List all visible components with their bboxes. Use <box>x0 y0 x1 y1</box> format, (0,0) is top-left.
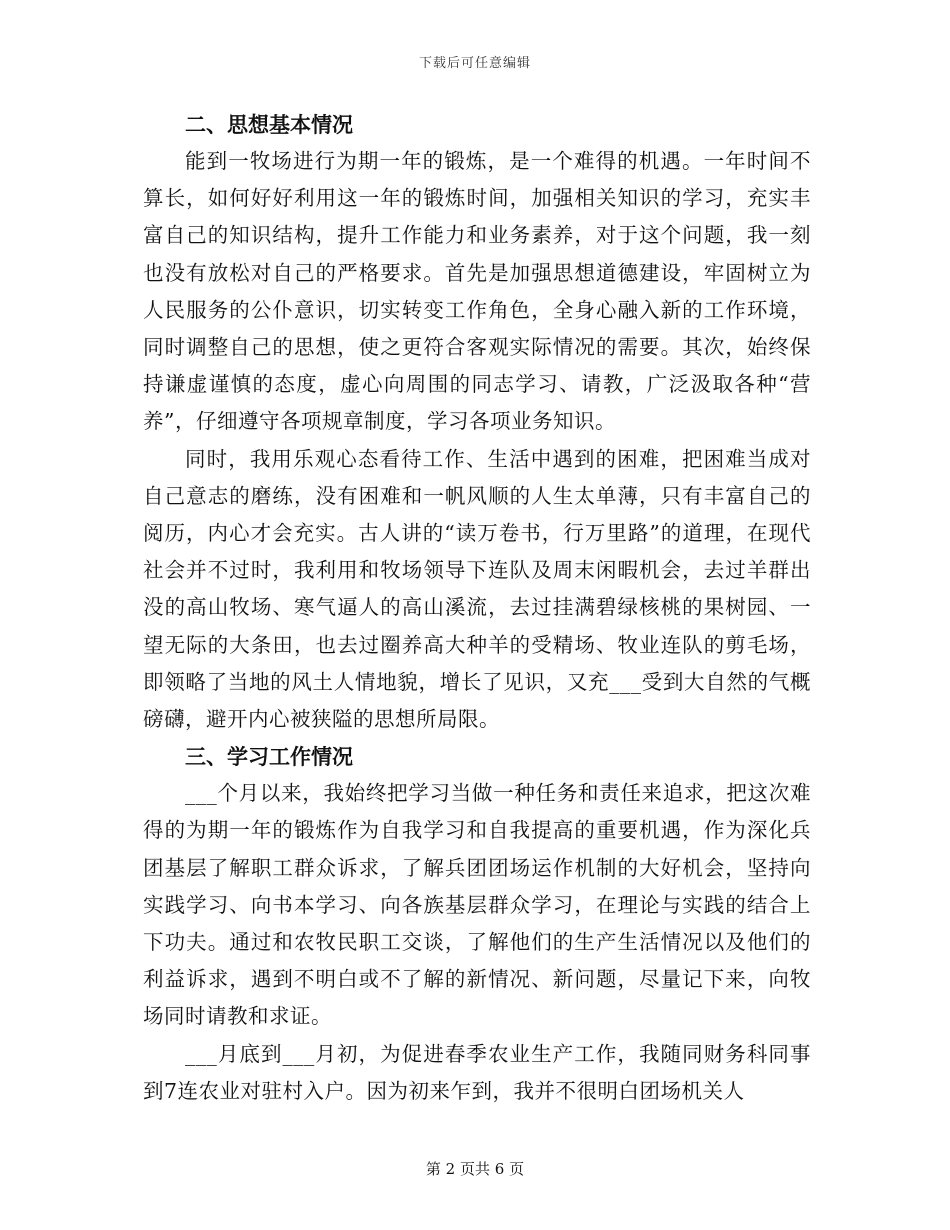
section-heading-study-work: 三、学习工作情况 <box>185 744 353 770</box>
paragraph-thought-2: 同时，我用乐观心态看待工作、生活中遇到的困难，把困难当成对自己意志的磨练，没有困难和一帆风顺的人生太单薄，只有丰富自己的阅历，内心才会充实。古人讲的“读万卷书，行万里路”的道理，在现代社会并不过时，我利用和牧场领导下连队及周末闲暇机会，去过羊群出没的高山牧场、寒气逼人的高山溪流，去过挂满碧绿核桃的果树园、一望无际的大条田，也去过圈养高大种羊的受精场、牧业连队的剪毛场，即领略了当地的风土人情地貌，增长了见识，又充___受到大自然的气概磅礴，避开内心被狭隘的思想所局限。 <box>143 446 811 732</box>
page-footer: 第 2 页共 6 页 <box>425 1160 525 1178</box>
page-header: 下载后可任意编辑 <box>418 56 531 71</box>
paragraph-study-work-1: ___个月以来，我始终把学习当做一种任务和责任来追求，把这次难得的为期一年的锻炼作为自我学习和自我提高的重要机遇，作为深化兵团基层了解职工群众诉求，了解兵团团场运作机制的大好机会，坚持向实践学习、向书本学习、向各族基层群众学习，在理论与实践的结合上下功夫。通过和农牧民职工交谈，了解他们的生产生活情况以及他们的利益诉求，遇到不明白或不了解的新情况、新问题，尽量记下来，向牧场同时请教和求证。 <box>143 781 811 1029</box>
document-body <box>143 106 811 1110</box>
paragraph-study-work-2: ___月底到___月初，为促进春季农业生产工作，我随同财务科同事到7连农业对驻村入户。因为初来乍到，我并不很明白团场机关人 <box>143 1041 811 1103</box>
section-heading-thought: 二、思想基本情况 <box>185 112 353 137</box>
paragraph-thought-1: 能到一牧场进行为期一年的锻炼，是一个难得的机遇。一年时间不算长，如何好好利用这一年的锻炼时间，加强相关知识的学习，充实丰富自己的知识结构，提升工作能力和业务素养，对于这个问题，我一刻也没有放松对自己的严格要求。首先是加强思想道德建设，牢固树立为人民服务的公仆意识，切实转变工作角色，全身心融入新的工作环境，同时调整自己的思想，使之更符合客观实际情况的需要。其次，始终保持谦虚谨慎的态度，虚心向周围的同志学习、请教，广泛汲取各种“营养”，仔细遵守各项规章制度，学习各项业务知识。 <box>143 149 811 434</box>
